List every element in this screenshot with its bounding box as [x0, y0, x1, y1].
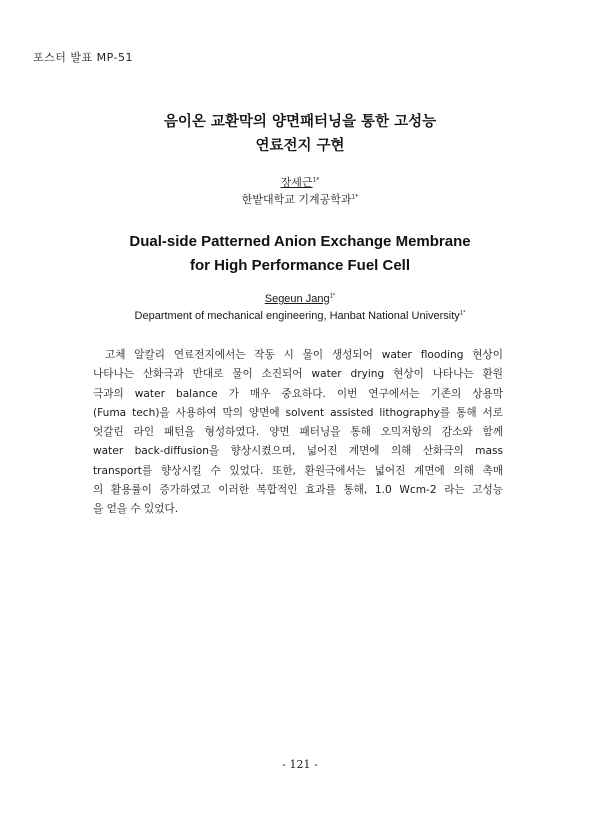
korean-affiliation-sup: 1* — [351, 193, 359, 201]
abstract-line: 극과의 water balance 가 매우 중요하다. 이번 연구에서는 기존의 상용막 — [93, 387, 503, 400]
english-affiliation: Department of mechanical engineering, Hanbat National University — [134, 310, 460, 322]
korean-affiliation: 한밭대학교 기계공학과 — [241, 193, 352, 206]
korean-author-sup: 1* — [312, 176, 320, 184]
abstract-line: transport를 향상시킬 수 있었다. 또한, 환원극에서는 넓어진 계면에 의해 촉매 — [93, 464, 503, 477]
abstract-line: 을 얻을 수 있었다. — [93, 503, 179, 516]
english-title — [0, 230, 600, 278]
abstract-line: (Fuma tech)을 사용하여 막의 양면에 solvent assisted lithography를 통해 서로 — [93, 406, 503, 419]
korean-author-name: 장세근 — [280, 176, 313, 189]
english-title-line-1: Dual-side Patterned Anion Exchange Membrane — [129, 233, 471, 250]
poster-session-tag: 포스터 발표 MP-51 — [33, 51, 133, 64]
page-number: - 121 - — [282, 758, 318, 771]
korean-affiliation-line — [0, 191, 600, 208]
korean-title-line-2: 연료전지 구현 — [255, 138, 345, 154]
abstract-line: 의 활용률이 증가하였고 이러한 복합적인 효과를 통해, 1.0 Wcm-2 라는 고성능 — [93, 484, 503, 497]
korean-title-line-1: 음이온 교환막의 양면패터닝을 통한 고성능 — [163, 114, 437, 130]
english-affiliation-sup: 1* — [459, 310, 466, 317]
abstract-line: water back-diffusion을 향상시켰으며, 넓어진 계면에 의해 산화극의 mass — [93, 445, 503, 458]
abstract-line: 고체 알칼리 연료전지에서는 작동 시 물이 생성되어 water flooding 현상이 — [105, 349, 503, 361]
english-title-line-2: for High Performance Fuel Cell — [189, 257, 411, 274]
korean-author-line — [0, 174, 600, 191]
english-affiliation-line — [0, 308, 600, 325]
korean-title — [0, 110, 600, 158]
abstract-paragraph — [93, 346, 503, 520]
abstract-line: 엇갈린 라인 패턴을 형성하였다. 양면 패터닝을 통해 오믹저항의 감소와 함께 — [93, 426, 503, 439]
korean-author-block — [0, 174, 600, 208]
abstract-line: 나타나는 산화극과 반대로 물이 소진되어 water drying 현상이 나타나는 환원 — [93, 368, 503, 381]
english-author-sup: 1* — [329, 293, 336, 300]
english-author-line — [0, 291, 600, 308]
english-author-block — [0, 291, 600, 325]
english-author-name: Segeun Jang — [264, 293, 330, 305]
